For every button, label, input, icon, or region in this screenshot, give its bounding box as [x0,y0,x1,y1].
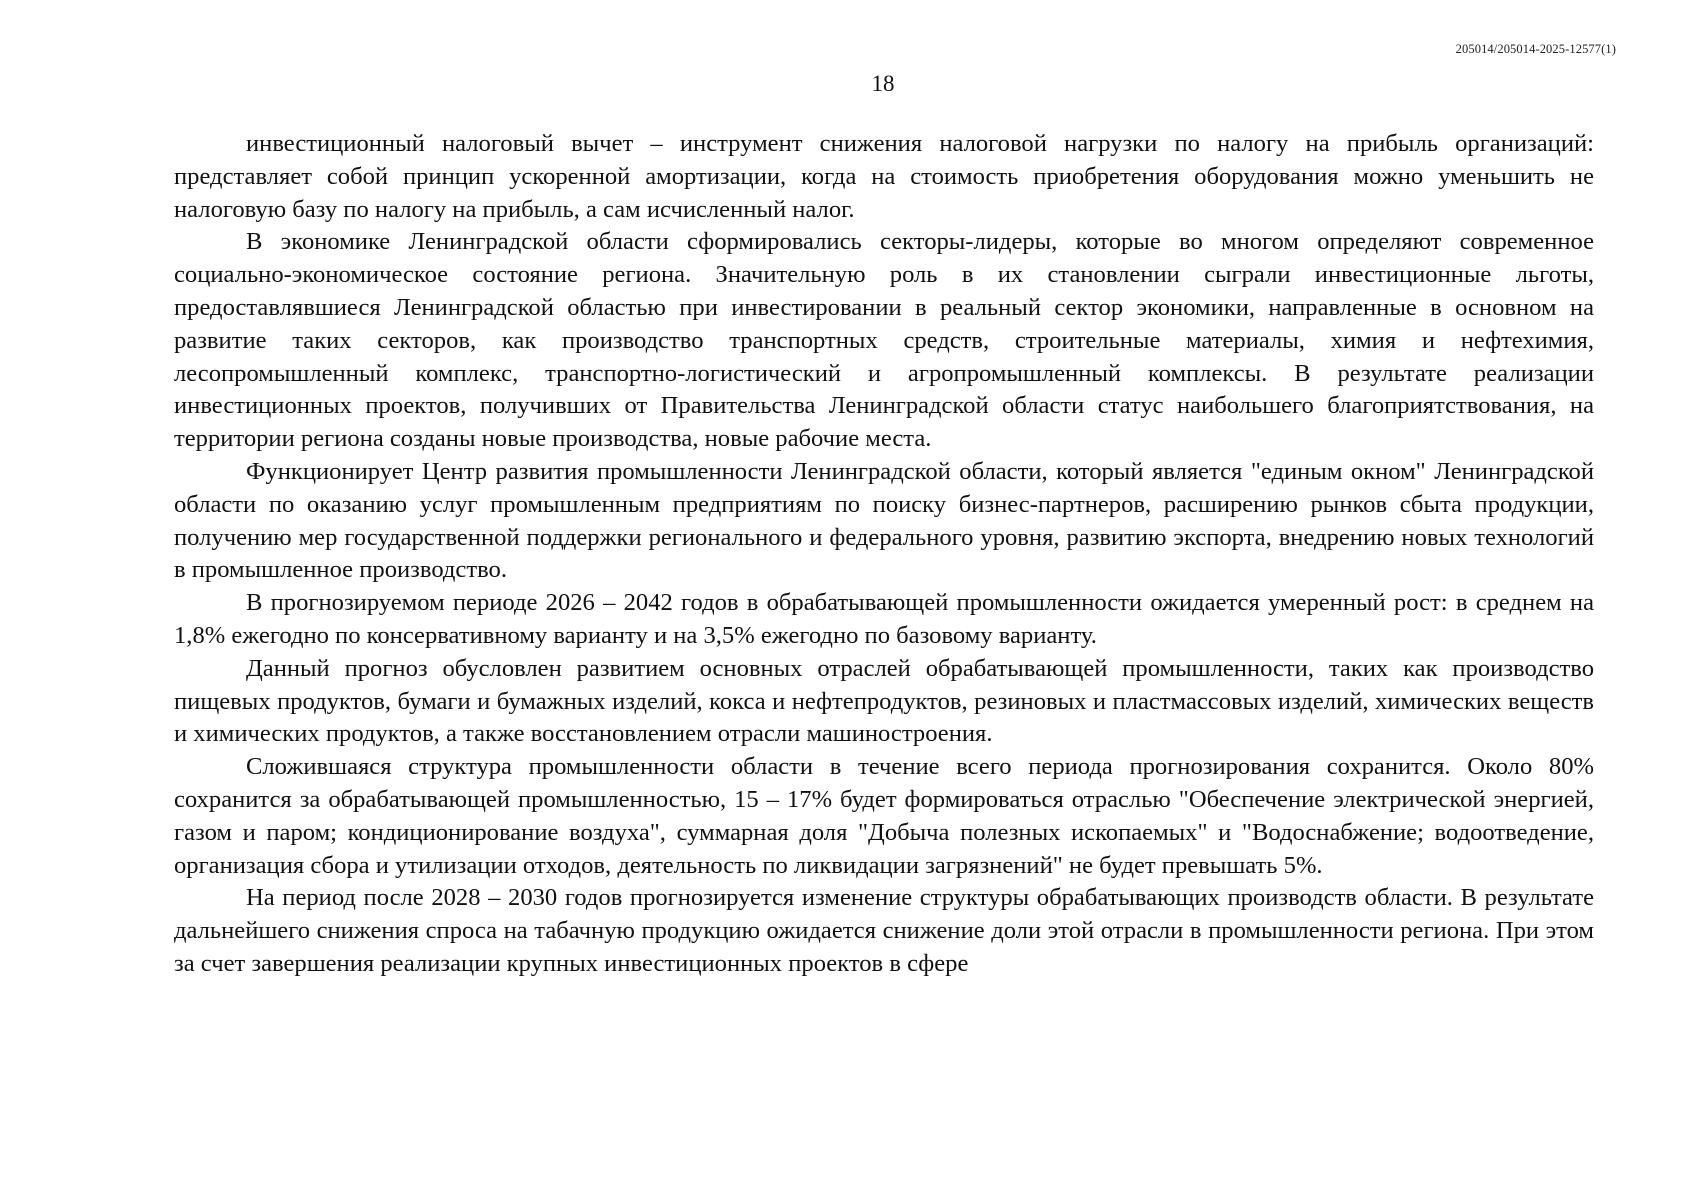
paragraph-structure-change: На период после 2028 – 2030 годов прогнозируется изменение структуры обрабатывающих производств области. В результате дальнейшего снижения спроса на табачную продукцию ожидается снижение доли этой отрасли в промышленности региона. При этом за счет завершения реализации крупных инвестиционных проектов в сфере [174,884,1594,977]
document-id: 205014/205014-2025-12577(1) [1455,42,1616,56]
document-body [174,128,1594,981]
page-number: 18 [871,71,895,96]
paragraph-forecast-growth: В прогнозируемом периоде 2026 – 2042 годов в обрабатывающей промышленности ожидается умеренный рост: в среднем на 1,8% ежегодно по консервативному варианту и на 3,5% ежегодно по базовому варианту. [174,589,1594,649]
paragraph-industry-development-center: Функционирует Центр развития промышленности Ленинградской области, который является "единым окном" Ленинградской области по оказанию услуг промышленным предприятиям по поиску бизнес-партнеров, расширению рынков сбыта продукции, получению мер государственной поддержки регионального и федерального уровня, развитию экспорта, внедрению новых технологий в промышленное производство. [174,457,1594,584]
paragraph-leading-sectors: В экономике Ленинградской области сформировались секторы-лидеры, которые во многом определяют современное социально-экономическое состояние региона. Значительную роль в их становлении сыграли инвестиционные льготы, предоставлявшиеся Ленинградской областью при инвестировании в реальный сектор экономики, направленные в основном на развитие таких секторов, как производство транспортных средств, строительные материалы, химия и нефтехимия, лесопромышленный комплекс, транспортно-логистический и агропромышленный комплексы. В результате реализации инвестиционных проектов, получивших от Правительства Ленинградской области статус наибольшего благоприятствования, на территории региона созданы новые производства, новые рабочие места. [174,228,1594,453]
paragraph-investment-tax-deduction: инвестиционный налоговый вычет – инструмент снижения налоговой нагрузки по налогу на прибыль организаций: представляет собой принцип ускоренной амортизации, когда на стоимость приобретения оборудования можно уменьшить не налоговую базу по налогу на прибыль, а сам исчисленный налог. [174,130,1594,223]
paragraph-industry-structure: Сложившаяся структура промышленности области в течение всего периода прогнозирования сохранится. Около 80% сохранится за обрабатывающей промышленностью, 15 – 17% будет формироваться отраслью "Обеспечение электрической энергией, газом и паром; кондиционирование воздуха", суммарная доля "Добыча полезных ископаемых" и "Водоснабжение; водоотведение, организация сбора и утилизации отходов, деятельность по ликвидации загрязнений" не будет превышать 5%. [174,753,1594,879]
paragraph-forecast-reasons: Данный прогноз обусловлен развитием основных отраслей обрабатывающей промышленности, таких как производство пищевых продуктов, бумаги и бумажных изделий, кокса и нефтепродуктов, резиновых и пластмассовых изделий, химических веществ и химических продуктов, а также восстановлением отрасли машиностроения. [174,654,1594,748]
